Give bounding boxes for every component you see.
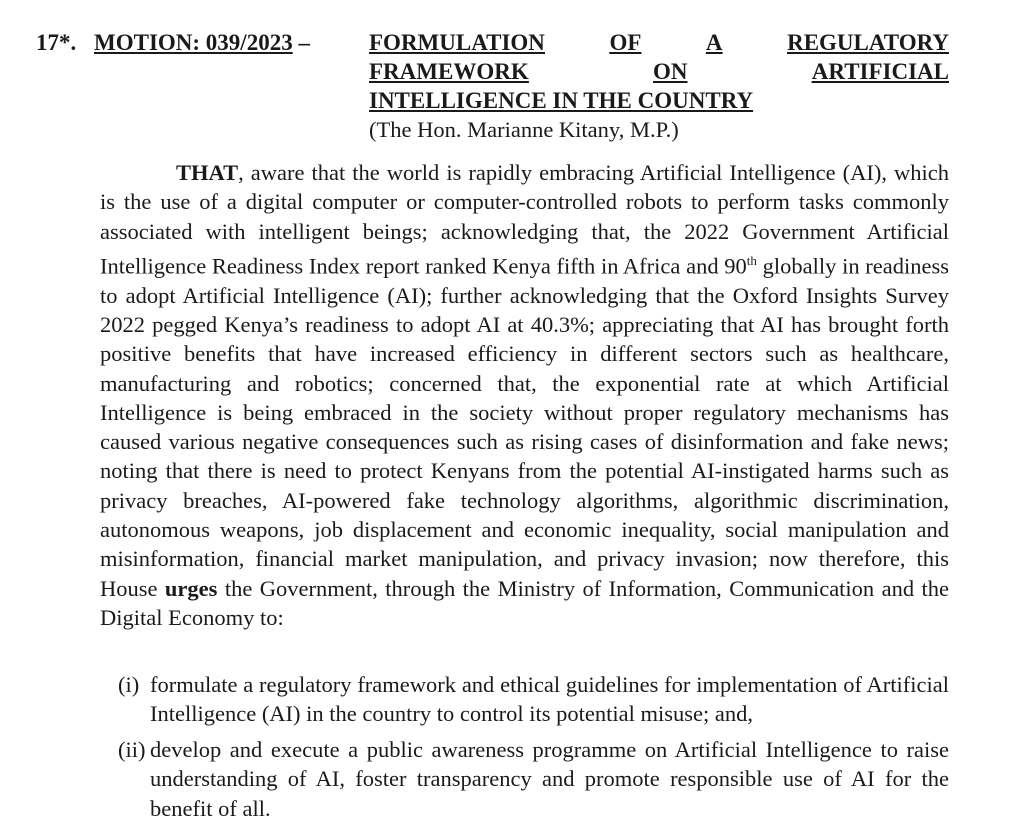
mover-name: (The Hon. Marianne Kitany, M.P.) [369, 117, 679, 142]
item-text: formulate a regulatory framework and ethical guidelines for implementation of Artificial Intelligence (AI) in the country to control its potential misuse; and, [150, 672, 949, 727]
title-word: OF [609, 30, 642, 55]
motion-title [369, 28, 949, 115]
motion-dash: – [298, 30, 310, 55]
motion-number: 17*. [36, 30, 77, 55]
title-word: ARTIFICIAL [811, 59, 949, 84]
title-word: REGULATORY [787, 30, 949, 55]
that-lead: THAT [176, 160, 239, 185]
title-line-3: INTELLIGENCE IN THE COUNTRY [369, 88, 754, 113]
ordinal-suffix: th [746, 252, 757, 268]
title-word: FORMULATION [369, 30, 545, 55]
motion-label [94, 28, 310, 57]
body-text-3: the Government, through the Ministry of Information, Communication and the Digital Economy to: [100, 575, 949, 630]
title-line-2 [369, 57, 949, 86]
title-line-1 [369, 28, 949, 57]
urges-keyword: urges [164, 575, 218, 601]
resolution-item-1 [118, 670, 949, 729]
title-word: ON [653, 59, 688, 84]
body-text-2: globally in readiness to adopt Artificial Intelligence (AI); further acknowledging that the Oxford Insights Survey 2022 pegged Kenya’s readiness to adopt AI at 40.3%; appreciating that AI has brought forth positive benefits that have increased efficiency in different sectors such as healthcare, manufacturing and robotics; concerned that, the exponential rate at which Artificial Intelligence is being embraced in the society without proper regulatory mechanisms has caused various negative consequences such as rising cases of disinformation and fake news; noting that there is need to protect Kenyans from the potential AI-instigated harms such as privacy breaches, AI-powered fake technology algorithms, algorithmic discrimination, autonomous weapons, job displacement and economic inequality, social manipulation and misinformation, financial market manipulation, and privacy invasion; now therefore, this House [100, 253, 949, 601]
title-word: A [705, 30, 723, 55]
motion-body [100, 158, 949, 632]
item-marker: (ii) [118, 737, 146, 762]
motion-id: MOTION: 039/2023 [94, 30, 293, 55]
body-text-1: , aware that the world is rapidly embracing Artificial Intelligence (AI), which is the use of a digital computer or computer-controlled robots to perform tasks commonly associated with intelligent beings; acknowledging that, the 2022 Government Artificial Intelligence Readiness Index report ranked Kenya fifth in Africa and 90 [100, 160, 949, 279]
title-word: FRAMEWORK [369, 59, 529, 84]
item-marker: (i) [118, 672, 140, 697]
resolution-item-2 [118, 735, 949, 823]
item-text: develop and execute a public awareness programme on Artificial Intelligence to raise understanding of AI, foster transparency and promote responsible use of AI for the benefit of all. [150, 737, 949, 821]
